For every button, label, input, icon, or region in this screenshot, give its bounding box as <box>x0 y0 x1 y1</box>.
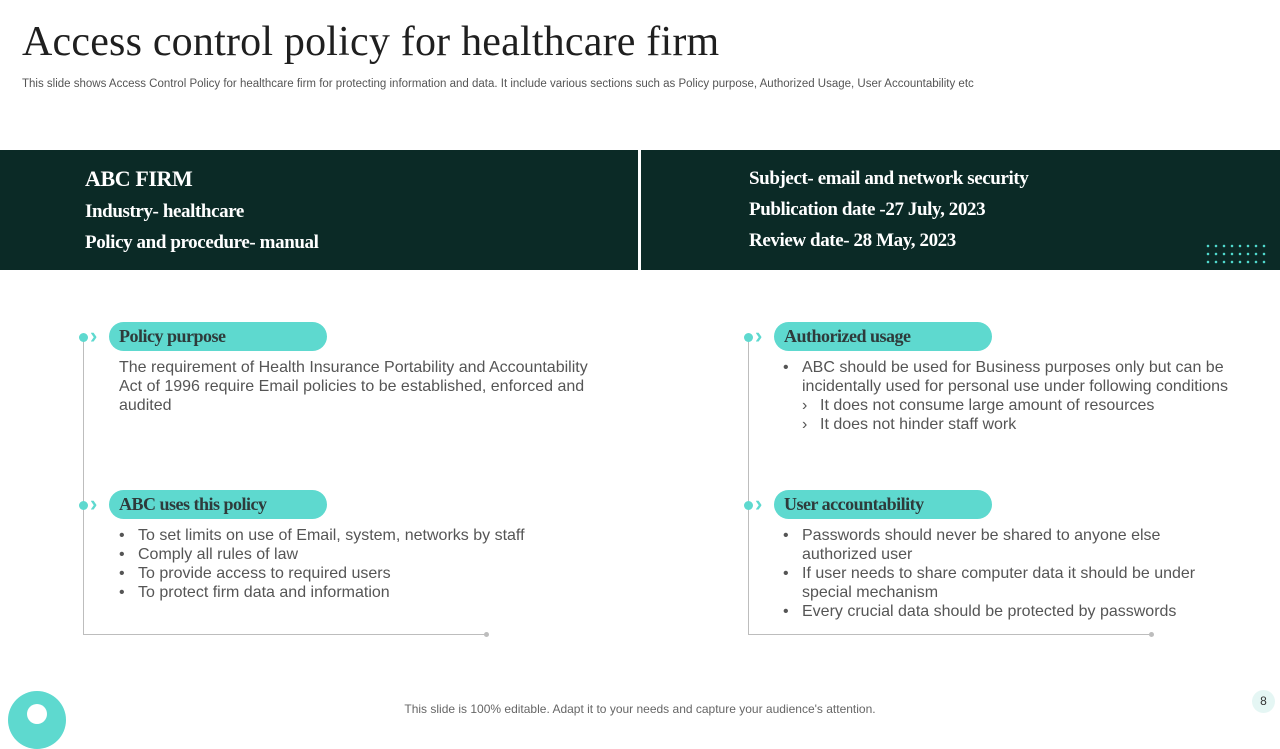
list-item: • To set limits on use of Email, system, networks by staff <box>119 527 525 544</box>
list-item: • ABC should be used for Business purposes only but can be incidentally used for personal use under following conditions › It does not consume large amount of resources › It does not hinder staff work <box>782 358 1242 434</box>
sub-list-item: › It does not consume large amount of resources <box>802 397 1155 414</box>
left-frame-end-dot <box>484 632 489 637</box>
list-item: • To provide access to required users <box>119 565 391 582</box>
industry-label: Industry- healthcare <box>85 201 244 222</box>
corner-decoration <box>8 691 66 749</box>
abc-uses-list <box>118 526 588 602</box>
policy-purpose-heading: Policy purpose <box>109 322 327 351</box>
banner-right <box>641 150 1280 270</box>
authorized-usage-heading: Authorized usage <box>774 322 992 351</box>
list-item: • Every crucial data should be protected by passwords <box>783 603 1177 620</box>
right-frame-end-dot <box>1149 632 1154 637</box>
list-item: • If user needs to share computer data it should be under special mechanism <box>783 565 1196 601</box>
abc-uses-chevron-icon: › <box>90 491 98 516</box>
authorized-usage-chevron-icon: › <box>755 323 763 348</box>
policy-purpose-chevron-icon: › <box>90 323 98 348</box>
firm-name: ABC FIRM <box>85 166 193 191</box>
right-frame-bottom-line <box>748 634 1151 635</box>
authorized-usage-list <box>782 358 1242 434</box>
user-accountability-heading: User accountability <box>774 490 992 519</box>
list-item: • To protect firm data and information <box>119 584 390 601</box>
publication-date-label: Publication date -27 July, 2023 <box>749 199 986 220</box>
left-frame-bottom-line <box>83 634 486 635</box>
policy-type-label: Policy and procedure- manual <box>85 232 319 253</box>
slide-title: Access control policy for healthcare firm <box>22 19 720 65</box>
left-frame-vertical-line <box>83 337 84 635</box>
user-accountability-chevron-icon: › <box>755 491 763 516</box>
banner-left <box>0 150 638 270</box>
page-number: 8 <box>1252 690 1275 713</box>
subject-label: Subject- email and network security <box>749 168 1029 189</box>
policy-purpose-text: The requirement of Health Insurance Portability and Accountability Act of 1996 require Email policies to be established, enforced and audited <box>119 359 588 414</box>
user-accountability-marker-dot <box>744 501 753 510</box>
sub-list-item: › It does not hinder staff work <box>802 416 1017 433</box>
list-item: • Comply all rules of law <box>119 546 299 563</box>
dot-pattern-decoration <box>1204 242 1270 268</box>
user-accountability-list <box>782 526 1222 621</box>
footer-note: This slide is 100% editable. Adapt it to your needs and capture your audience's attention. <box>404 702 876 716</box>
right-frame-vertical-line <box>748 337 749 635</box>
review-date-label: Review date- 28 May, 2023 <box>749 230 956 251</box>
authorized-usage-marker-dot <box>744 333 753 342</box>
policy-purpose-marker-dot <box>79 333 88 342</box>
abc-uses-heading: ABC uses this policy <box>109 490 327 519</box>
list-item: • Passwords should never be shared to anyone else authorized user <box>783 527 1161 563</box>
slide-subtitle: This slide shows Access Control Policy for healthcare firm for protecting information and data. It include various sections such as Policy purpose, Authorized Usage, User Accountability etc <box>22 78 974 90</box>
abc-uses-marker-dot <box>79 501 88 510</box>
